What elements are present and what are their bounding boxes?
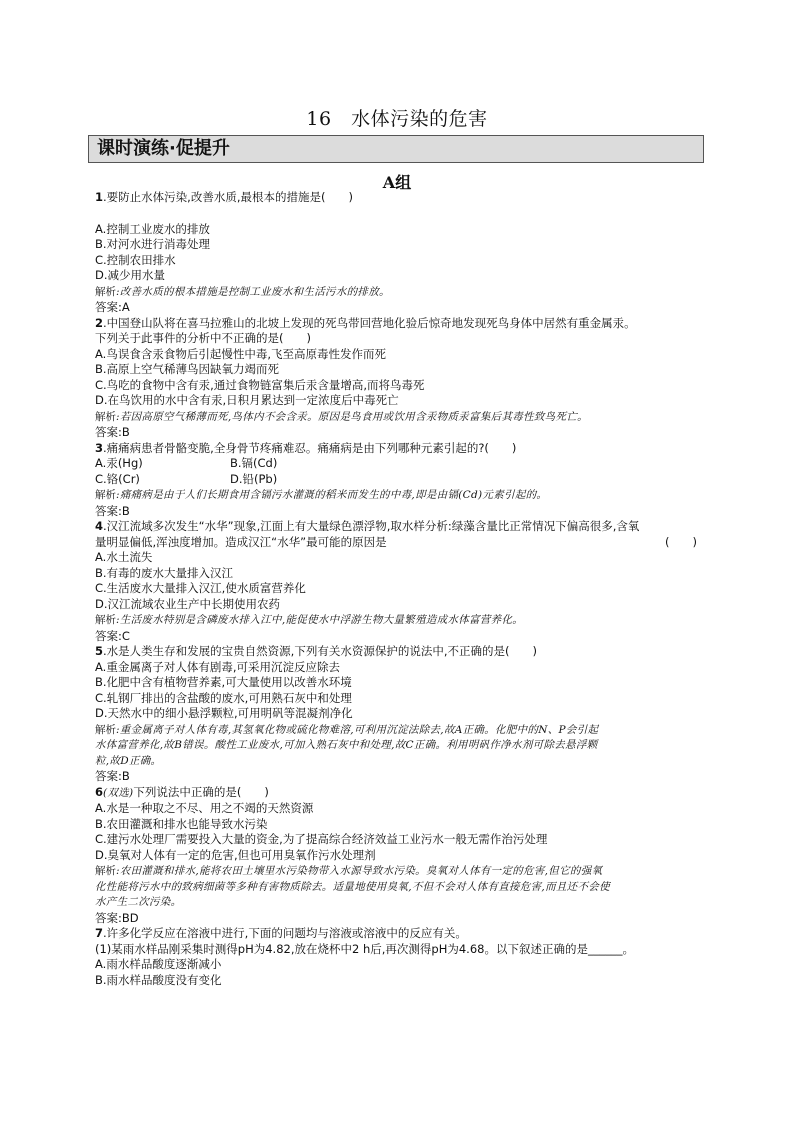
answer: :A [118,300,130,314]
explanation-label: 解析 [95,489,116,501]
group-heading: A组 [382,173,412,192]
explanation: :农田灌溉和排水,能将农田土壤里水污染物带入水源导致水污染。臭氧对人体有一定的危害,但它的强氧 [116,865,603,877]
page-title: 16 水体污染的危害 [306,108,488,130]
option: B.化肥中含有植物营养素,可大量使用以改善水环境 [95,675,352,689]
option: C.鸟吃的食物中含有汞,通过食物链富集后汞含量增高,而将鸟毒死 [95,377,425,392]
option: D.天然水中的细小悬浮颗粒,可用明矾等混凝剂净化 [95,706,353,720]
question-number: 3 [95,440,104,455]
answer-label: 答案 [95,425,118,439]
option: A.汞(Hg) [95,456,143,470]
option: C.控制农田排水 [95,252,176,267]
option: A.控制工业废水的排放 [95,221,210,236]
question-tag: (双选) [103,786,134,799]
explanation: :重金属离子对人体有毒,其氢氧化物或硫化物难溶,可利用沉淀法除去,故A正确。化肥中的N、P会引起 [116,723,599,736]
option: A.重金属离子对人体有剧毒,可采用沉淀反应除去 [95,659,340,674]
question-stem: .许多化学反应在溶液中进行,下面的问题均与溶液或溶液中的反应有关。 [103,926,467,940]
answer: :C [118,628,130,643]
explanation-label: 解析 [95,614,116,626]
option: D.臭氧对人体有一定的危害,但也可用臭氧作污水处理剂 [95,847,376,862]
explanation: :若因高原空气稀薄而死,鸟体内不会含汞。原因是鸟食用或饮用含汞物质汞富集后其毒性致鸟死亡。 [116,410,588,423]
explanation: 化性能将污水中的致病细菌等多种有害物质除去。适量地使用臭氧,不但不会对人体有直接危害,而且还不会使 [95,880,610,893]
option: C.建污水处理厂需要投入大量的资金,为了提高综合经济效益工业污水一般无需作治污处理 [95,832,548,846]
option: B.对河水进行消毒处理 [95,237,211,251]
answer: :B [118,769,130,783]
explanation-label: 解析 [95,285,116,298]
question-2 [95,316,705,441]
question-number: 1 [95,190,104,204]
option: A.鸟误食含汞食物后引起慢性中毒,飞至高原毒性发作而死 [95,346,386,361]
question-stem: .要防止水体污染,改善水质,最根本的措施是( ) [103,190,353,204]
answer-label: 答案 [95,503,118,518]
question-5 [95,644,705,785]
option: C.轧钢厂排出的含盐酸的废水,可用熟石灰中和处理 [95,690,352,705]
option: C.铬(Cr) [95,471,140,486]
answer: :B [118,425,130,439]
question-number: 5 [95,644,104,658]
option: D.减少用水量 [95,268,166,282]
option: A.水土流失 [95,550,153,564]
answer-label: 答案 [95,628,118,643]
answer-label: 答案 [95,300,118,314]
question-stem: 量明显偏低,浑浊度增加。造成汉江“水华”最可能的原因是 [95,534,387,549]
question-7 [95,926,705,988]
question-number: 7 [95,926,104,940]
question-stem: 下列关于此事件的分析中不正确的是( ) [95,331,311,345]
question-6 [95,785,705,927]
sub-question: (1)某雨水样品刚采集时测得pH为4.82,放在烧杯中2 h后,再次测得pH为4.68。以下叙述正确的是______。 [95,941,634,956]
question-number: 2 [95,315,104,330]
question-number: 6 [95,784,104,799]
option: D.铅(Pb) [230,471,278,486]
option: B.高原上空气稀薄鸟因缺氧力竭而死 [95,362,280,376]
question-stem: .汉江流域多次发生“水华”现象,江面上有大量绿色漂浮物,取水样分析:绿藻含量比正常情况下偏高很多,含氧 [103,519,640,533]
explanation: 水产生二次污染。 [95,896,182,908]
option: A.雨水样品酸度逐渐减小 [95,957,222,971]
question-number: 4 [95,519,104,533]
section-banner: 课时演练·促提升 [88,135,704,163]
option: B.有毒的废水大量排入汉江 [95,565,234,580]
explanation: :生活废水特别是含磷废水排入江中,能促使水中浮游生物大量繁殖造成水体富营养化。 [116,614,524,626]
question-stem: .水是人类生存和发展的宝贵自然资源,下列有关水资源保护的说法中,不正确的是( ) [103,644,537,658]
question-stem: 下列说法中正确的是( ) [133,784,269,799]
answer-label: 答案 [95,910,118,925]
answer-label: 答案 [95,769,118,783]
explanation: 粒,故D正确。 [95,754,162,767]
question-1 [95,190,705,316]
explanation: :改善水质的根本措施是控制工业废水和生活污水的排放。 [116,285,390,298]
option: D.在鸟饮用的水中含有汞,日积月累达到一定浓度后中毒死亡 [95,393,399,407]
explanation: 水体富营养化,故B错误。酸性工业废水,可加入熟石灰中和处理,故C正确。利用明矾作净水剂可除去悬浮颗 [95,739,598,751]
explanation-label: 解析 [95,410,116,423]
answer: :B [118,503,130,518]
question-4 [95,519,705,644]
explanation: :痛痛病是由于人们长期食用含镉污水灌溉的稻米而发生的中毒,即是由镉(Cd)元素引起的。 [116,489,548,501]
option: D.汉江流域农业生产中长期使用农药 [95,596,281,611]
option: C.生活废水大量排入汉江,使水质富营养化 [95,581,306,595]
option: A.水是一种取之不尽、用之不竭的天然资源 [95,801,314,815]
question-stem: .痛痛病患者骨骼变脆,全身骨节疼痛难忍。痛痛病是由下列哪种元素引起的?( ) [103,440,517,455]
answer-blank: ( ) [665,534,697,549]
question-3 [95,441,705,520]
option: B.农田灌溉和排水也能导致水污染 [95,816,268,831]
answer: :BD [118,910,139,925]
question-stem: .中国登山队将在喜马拉雅山的北坡上发现的死鸟带回营地化验后惊奇地发现死鸟身体中居然有重金属汞。 [103,315,636,330]
option: B.镉(Cd) [230,456,278,470]
explanation-label: 解析 [95,723,116,736]
questions [95,190,705,988]
explanation-label: 解析 [95,865,116,877]
option: B.雨水样品酸度没有变化 [95,972,222,987]
